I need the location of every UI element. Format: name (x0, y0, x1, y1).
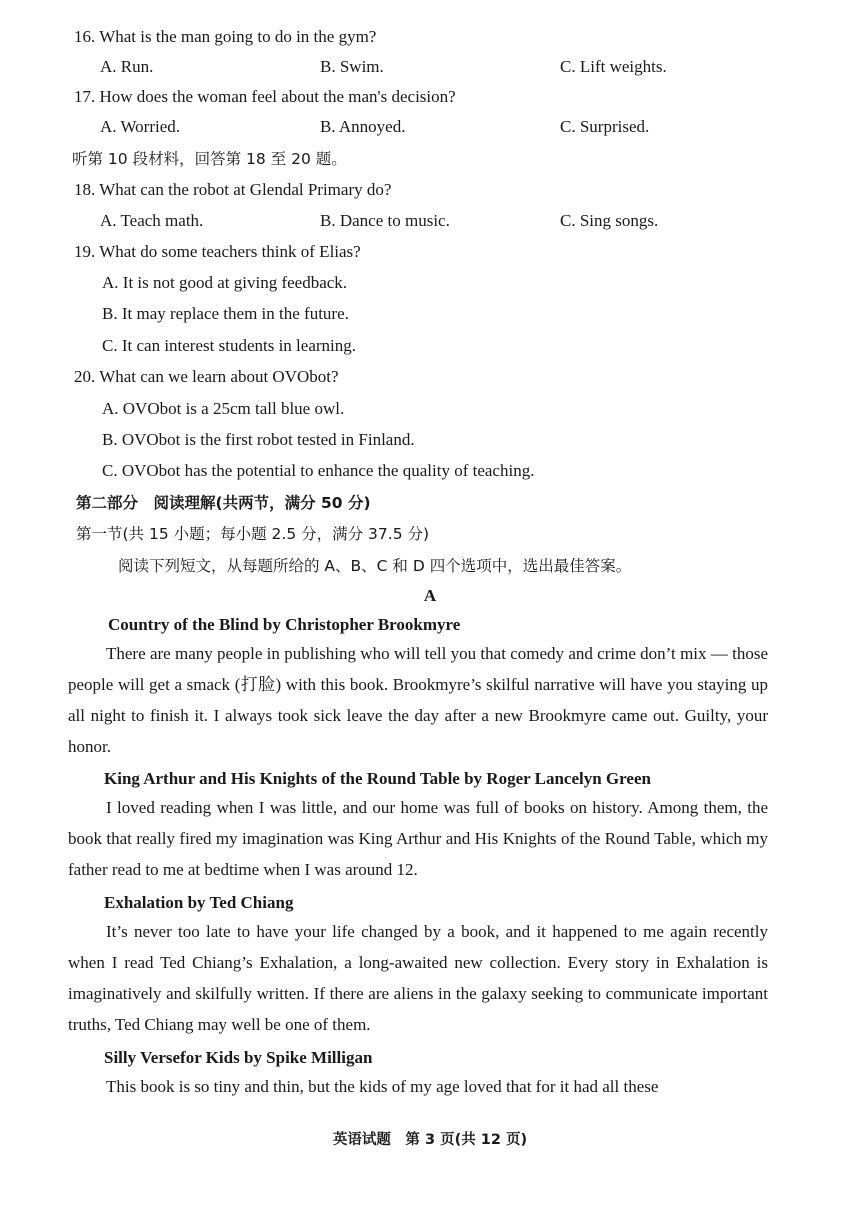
question-17-option-a: A. Worried. (100, 117, 180, 136)
question-20-option-b: B. OVObot is the first robot tested in Finland. (102, 430, 415, 449)
question-20-option-a: A. OVObot is a 25cm tall blue owl. (102, 399, 345, 418)
section-10-instruction: 听第 10 段材料，回答第 18 至 20 题。 (72, 150, 347, 168)
book-review: It’s never too late to have your life changed by a book, and it happened to me again recently when I read Ted Chiang’s Exhalation, a long-awaited new collection. Every story in Exhalation is imaginatively and skilfully written. If there are aliens in the galaxy seeking to communicate important truths, Ted Chiang may well be one of them. (68, 922, 768, 1034)
question-16-option-b: B. Swim. (320, 57, 384, 76)
section-1-heading: 第一节(共 15 小题；每小题 2.5 分，满分 37.5 分) (76, 525, 430, 543)
question-20-option-c: C. OVObot has the potential to enhance the quality of teaching. (102, 461, 535, 480)
page-footer: 英语试题 第 3 页(共 12 页) (332, 1132, 528, 1148)
book-review: This book is so tiny and thin, but the kids of my age loved that for it had all these (106, 1077, 659, 1096)
passage-label: A (423, 586, 437, 605)
book-title: Silly Versefor Kids by Spike Milligan (104, 1048, 373, 1067)
book-title: King Arthur and His Knights of the Round Table by Roger Lancelyn Green (104, 769, 651, 788)
question-17-option-b: B. Annoyed. (320, 117, 406, 136)
question-17-stem: 17. How does the woman feel about the man's decision? (74, 87, 456, 106)
question-18-option-c: C. Sing songs. (560, 211, 659, 230)
book-title: Country of the Blind by Christopher Brookmyre (108, 615, 461, 634)
question-16-stem: 16. What is the man going to do in the gym? (74, 27, 377, 46)
reading-instruction: 阅读下列短文，从每题所给的 A、B、C 和 D 四个选项中，选出最佳答案。 (118, 557, 632, 575)
question-18-option-b: B. Dance to music. (320, 211, 450, 230)
question-19-option-b: B. It may replace them in the future. (102, 304, 349, 323)
book-title: Exhalation by Ted Chiang (104, 893, 294, 912)
question-17-option-c: C. Surprised. (560, 117, 650, 136)
question-16-option-c: C. Lift weights. (560, 57, 667, 76)
part-2-heading: 第二部分 阅读理解(共两节，满分 50 分) (76, 494, 371, 512)
question-19-option-a: A. It is not good at giving feedback. (102, 273, 348, 292)
question-16-option-a: A. Run. (100, 57, 154, 76)
question-18-stem: 18. What can the robot at Glendal Primary do? (74, 180, 392, 199)
question-18-option-a: A. Teach math. (100, 211, 204, 230)
book-review: There are many people in publishing who will tell you that comedy and crime don’t mix — those people will get a smack (打脸) with this book. Brookmyre’s skilful narrative will have you staying up all night to finish it. I always took sick leave the day after a new Brookmyre came out. Guilty, your honor. (68, 644, 768, 756)
book-review: I loved reading when I was little, and our home was full of books on history. Among them, the book that really fired my imagination was King Arthur and His Knights of the Round Table, which my father read to me at bedtime when I was around 12. (68, 798, 768, 879)
question-20-stem: 20. What can we learn about OVObot? (74, 367, 339, 386)
question-19-stem: 19. What do some teachers think of Elias? (74, 242, 361, 261)
question-19-option-c: C. It can interest students in learning. (102, 336, 356, 355)
